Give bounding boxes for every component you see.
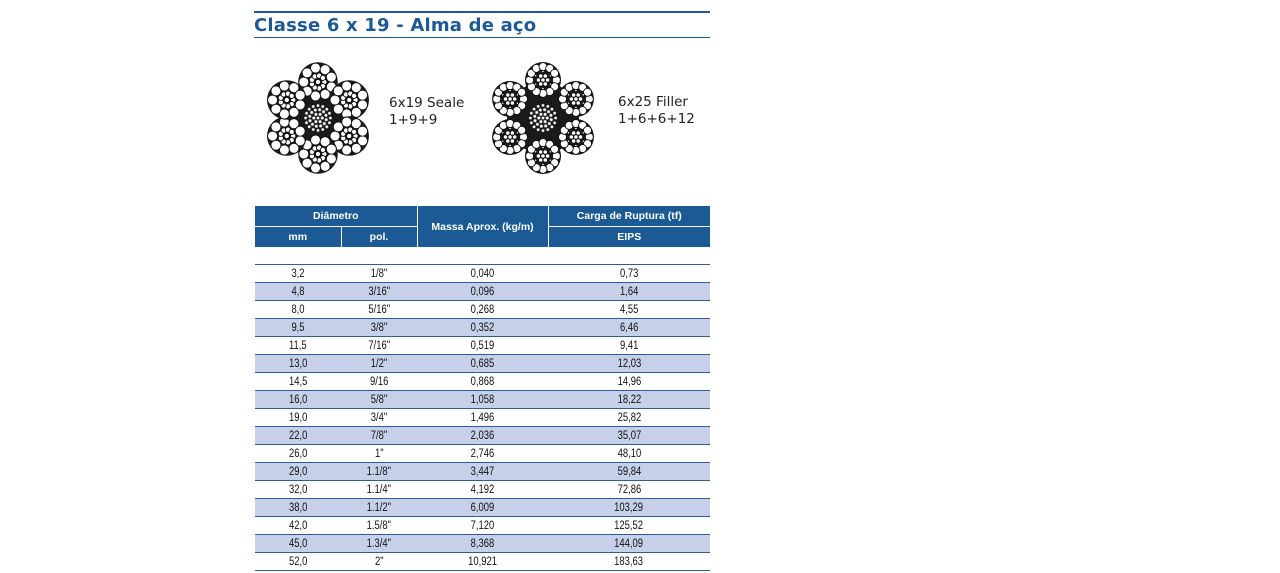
cell-mm (255, 301, 341, 319)
cell-pol (341, 337, 417, 355)
cell-massa-value: 6,009 (470, 501, 495, 514)
rope-6x19-seale-formula: 1+9+9 (389, 112, 438, 128)
rope-6x25-filler-label (618, 94, 695, 128)
cell-massa-value: 4,192 (470, 483, 495, 496)
cell-mm-value: 32,0 (288, 483, 308, 496)
cell-carga (548, 463, 710, 481)
rope-6x25-filler-name: 6x25 Filler (618, 94, 688, 110)
cell-carga (548, 391, 710, 409)
cell-carga-value: 72,86 (617, 483, 641, 496)
cell-massa (417, 319, 548, 337)
cell-massa-value: 3,447 (470, 465, 495, 478)
cell-carga-value: 12,03 (617, 357, 641, 370)
cell-massa-value: 1,058 (470, 393, 495, 406)
cell-mm-value: 16,0 (288, 393, 308, 406)
cell-pol (341, 517, 417, 535)
cell-massa (417, 391, 548, 409)
cell-massa-value: 1,496 (470, 411, 495, 424)
cell-carga-value: 14,96 (617, 375, 641, 388)
cell-massa (417, 409, 548, 427)
header-mm: mm (255, 227, 341, 248)
cell-massa-value: 0,868 (470, 375, 495, 388)
cell-massa-value: 7,120 (470, 519, 495, 532)
cell-carga (548, 265, 710, 283)
cell-carga (548, 427, 710, 445)
cell-mm (255, 265, 341, 283)
cell-mm (255, 535, 341, 553)
cell-mm (255, 499, 341, 517)
table-row (255, 553, 710, 571)
cell-mm (255, 553, 341, 571)
cell-massa-value: 0,519 (470, 339, 495, 352)
cell-pol (341, 373, 417, 391)
cell-carga-value: 18,22 (617, 393, 641, 406)
cell-pol-value: 7/8" (370, 429, 388, 442)
spec-table (255, 206, 710, 571)
cell-pol (341, 301, 417, 319)
cell-carga-value: 9,41 (619, 339, 639, 352)
cell-massa-value: 0,685 (470, 357, 495, 370)
cell-massa (417, 553, 548, 571)
cell-mm (255, 355, 341, 373)
cell-carga (548, 535, 710, 553)
cell-carga-value: 6,46 (619, 321, 639, 334)
table-row (255, 373, 710, 391)
cell-massa-value: 0,096 (470, 285, 495, 298)
cell-pol-value: 1.1/4" (366, 483, 392, 496)
cell-massa (417, 283, 548, 301)
spec-table-body (255, 247, 710, 571)
rope-6x19-seale-label (389, 95, 464, 129)
cell-pol-value: 1/8" (370, 267, 388, 280)
cell-mm-value: 26,0 (288, 447, 308, 460)
cell-mm-value: 11,5 (289, 339, 307, 352)
cell-carga-value: 25,82 (617, 411, 641, 424)
table-row (255, 481, 710, 499)
table-row (255, 391, 710, 409)
header-eips: EIPS (548, 227, 710, 248)
cell-carga (548, 355, 710, 373)
cell-pol-value: 3/16" (368, 285, 390, 298)
table-row (255, 409, 710, 427)
cell-pol-value: 1" (374, 447, 384, 460)
cell-pol (341, 463, 417, 481)
header-gap (255, 247, 710, 265)
table-row (255, 265, 710, 283)
header-carga: Carga de Ruptura (tf) (548, 206, 710, 227)
table-row (255, 445, 710, 463)
page-title: Classe 6 x 19 - Alma de aço (254, 15, 537, 36)
cell-pol-value: 1/2" (370, 357, 388, 370)
cell-mm-value: 4,8 (291, 285, 305, 298)
cell-massa (417, 499, 548, 517)
cell-mm-value: 38,0 (288, 501, 308, 514)
cell-mm (255, 445, 341, 463)
cell-pol (341, 553, 417, 571)
cell-pol (341, 391, 417, 409)
cell-mm (255, 481, 341, 499)
cell-mm-value: 52,0 (288, 555, 308, 568)
cell-mm-value: 13,0 (288, 357, 308, 370)
table-row (255, 337, 710, 355)
cell-mm (255, 463, 341, 481)
cell-mm-value: 45,0 (288, 537, 308, 550)
cell-massa-value: 10,921 (468, 555, 497, 568)
cell-massa (417, 463, 548, 481)
cell-massa-value: 2,746 (470, 447, 495, 460)
cell-massa (417, 373, 548, 391)
cell-pol-value: 1.5/8" (366, 519, 392, 532)
cell-pol-value: 7/16" (368, 339, 390, 352)
cell-pol-value: 1.1/8" (366, 465, 392, 478)
cell-pol-value: 2" (374, 555, 384, 568)
cell-carga-value: 1,64 (619, 285, 639, 298)
cell-mm (255, 409, 341, 427)
cell-massa-value: 0,040 (470, 267, 495, 280)
cell-mm-value: 19,0 (288, 411, 308, 424)
cell-carga (548, 319, 710, 337)
cell-massa (417, 427, 548, 445)
cell-massa-value: 0,352 (470, 321, 495, 334)
cell-mm (255, 283, 341, 301)
rope-6x19-seale-illustration (262, 56, 374, 180)
cell-pol (341, 409, 417, 427)
cell-carga (548, 301, 710, 319)
cell-carga (548, 517, 710, 535)
cell-massa-value: 8,368 (470, 537, 495, 550)
table-row (255, 427, 710, 445)
cell-massa-value: 2,036 (470, 429, 495, 442)
cell-pol (341, 499, 417, 517)
cell-pol-value: 3/4" (370, 411, 388, 424)
cell-mm-value: 14,5 (288, 375, 308, 388)
cell-carga-value: 103,29 (614, 501, 644, 514)
rope-6x19-seale-name: 6x19 Seale (389, 95, 465, 111)
cell-massa (417, 535, 548, 553)
table-row (255, 355, 710, 373)
cell-mm (255, 427, 341, 445)
cell-carga (548, 445, 710, 463)
table-row (255, 535, 710, 553)
table-row (255, 319, 710, 337)
header-diametro: Diâmetro (255, 206, 417, 227)
cell-pol (341, 427, 417, 445)
cell-mm (255, 517, 341, 535)
cell-pol (341, 283, 417, 301)
cell-pol (341, 445, 417, 463)
table-row (255, 301, 710, 319)
rope-6x25-filler-illustration (484, 53, 602, 183)
cell-pol-value: 5/16" (368, 303, 390, 316)
cell-mm-value: 29,0 (288, 465, 308, 478)
table-row (255, 283, 710, 301)
cell-carga-value: 0,73 (619, 267, 639, 280)
header-pol: pol. (341, 227, 417, 248)
cell-massa (417, 445, 548, 463)
cell-massa (417, 355, 548, 373)
cell-carga (548, 553, 710, 571)
cell-mm-value: 42,0 (288, 519, 308, 532)
title-bar (254, 11, 710, 38)
cell-pol-value: 1.1/2" (366, 501, 392, 514)
cell-mm-value: 22,0 (288, 429, 308, 442)
rope-6x25-filler-formula: 1+6+6+12 (618, 111, 695, 127)
cell-pol (341, 265, 417, 283)
cell-massa (417, 517, 548, 535)
cell-pol (341, 535, 417, 553)
cell-carga-value: 144,09 (614, 537, 644, 550)
cell-pol-value: 5/8" (370, 393, 388, 406)
cell-carga (548, 337, 710, 355)
cell-pol-value: 9/16 (369, 375, 389, 388)
cell-massa (417, 481, 548, 499)
cell-mm-value: 8,0 (291, 303, 305, 316)
cell-mm-value: 3,2 (291, 267, 305, 280)
cell-carga (548, 409, 710, 427)
cell-massa (417, 265, 548, 283)
cell-massa-value: 0,268 (470, 303, 495, 316)
cell-pol (341, 481, 417, 499)
cell-mm (255, 337, 341, 355)
cell-mm-value: 9,5 (291, 321, 305, 334)
header-massa: Massa Aprox. (kg/m) (417, 206, 548, 247)
cell-carga-value: 48,10 (617, 447, 641, 460)
cell-carga-value: 35,07 (617, 429, 641, 442)
cell-pol (341, 319, 417, 337)
table-row (255, 499, 710, 517)
cell-carga-value: 125,52 (614, 519, 644, 532)
cell-carga (548, 481, 710, 499)
table-row (255, 463, 710, 481)
cell-massa (417, 337, 548, 355)
cell-carga (548, 373, 710, 391)
cell-pol (341, 355, 417, 373)
cell-pol-value: 3/8" (370, 321, 388, 334)
table-row (255, 517, 710, 535)
cell-carga-value: 183,63 (614, 555, 644, 568)
cell-pol-value: 1.3/4" (366, 537, 392, 550)
cell-massa (417, 301, 548, 319)
cell-mm (255, 319, 341, 337)
cell-carga (548, 283, 710, 301)
cell-carga (548, 499, 710, 517)
cell-carga-value: 4,55 (619, 303, 639, 316)
cell-mm (255, 373, 341, 391)
cell-mm (255, 391, 341, 409)
cell-carga-value: 59,84 (617, 465, 641, 478)
